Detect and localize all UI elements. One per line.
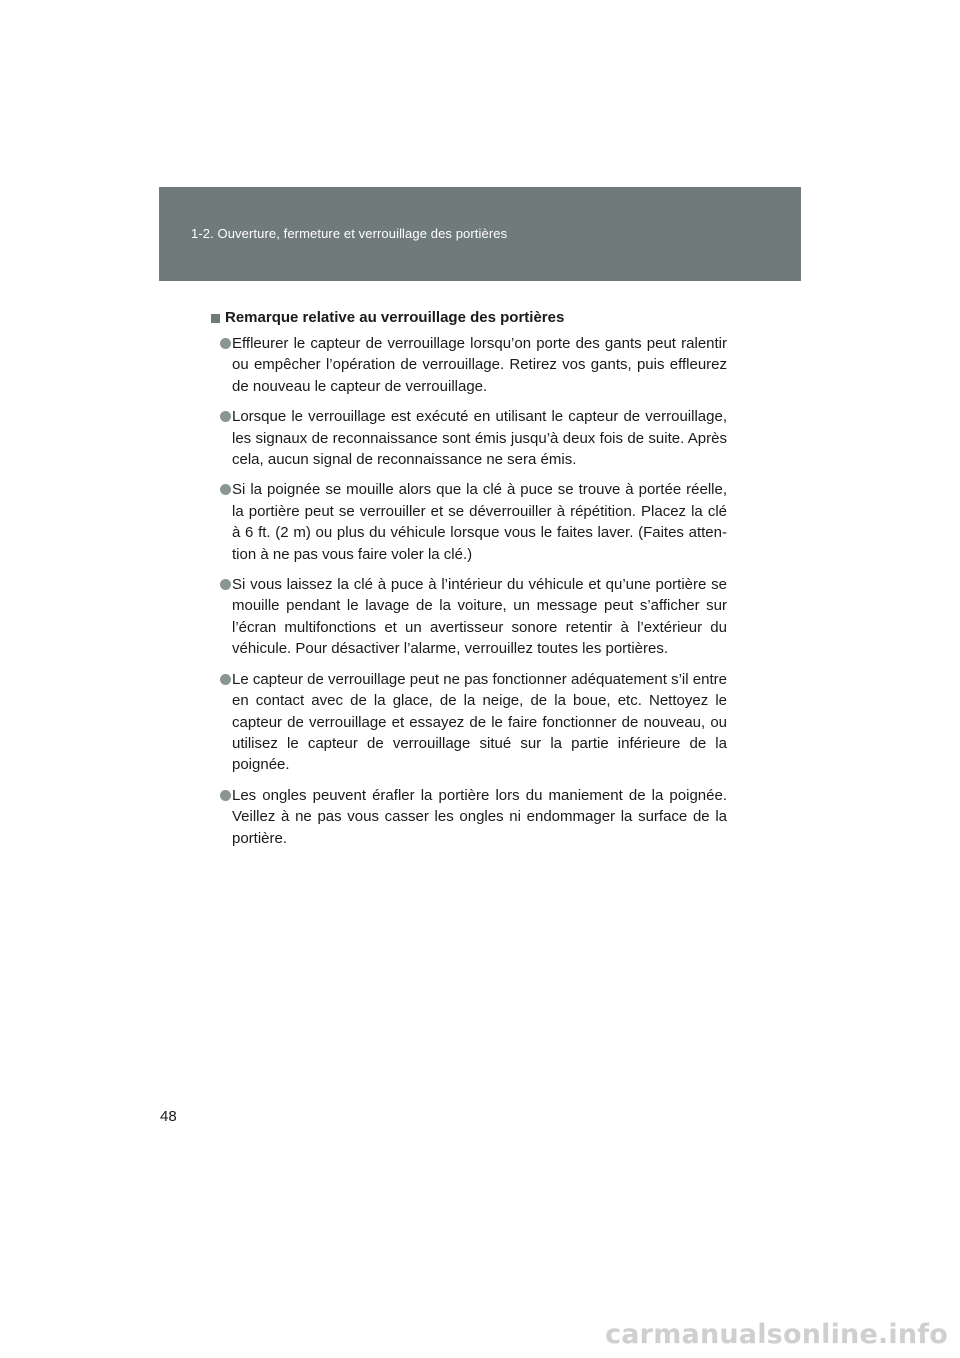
bullet-item [211,333,727,397]
bullet-item [211,574,727,660]
square-bullet-icon [211,314,220,323]
bullet-text: Les ongles peuvent érafler la portière lors du maniement de la poignée. Veillez à ne pas vous casser les ongles ni endommager la surface de la portière. [232,786,727,847]
bullet-item [211,479,727,565]
circle-bullet-icon [220,790,231,801]
main-content [211,307,727,858]
bullet-text: Si la poignée se mouille alors que la clé à puce se trouve à portée réelle, la portière peut se verrouiller et se déverrouiller à répétition. Placez la clé à 6 ft. (2 m) ou plus du véhicule lorsque vous le faites laver. (Faites atten-tion à ne pas vous faire voler la clé.) [232,481,727,563]
section-heading [211,307,727,329]
circle-bullet-icon [220,338,231,349]
circle-bullet-icon [220,579,231,590]
bullet-item [211,406,727,470]
watermark: carmanualsonline.info [605,1319,948,1350]
chapter-section-title: 1-2. Ouverture, fermeture et verrouillage des portières [191,226,508,241]
circle-bullet-icon [220,484,231,495]
page-number: 48 [160,1108,177,1125]
bullet-text: Effleurer le capteur de verrouillage lorsqu’on porte des gants peut ralentir ou empêcher l’opération de verrouillage. Retirez vos gants, puis effleurez de nouveau le capteur de verrouillage. [232,335,727,395]
circle-bullet-icon [220,674,231,685]
section-heading-text: Remarque relative au verrouillage des portières [225,309,565,326]
circle-bullet-icon [220,411,231,422]
bullet-text: Lorsque le verrouillage est exécuté en utilisant le capteur de verrouillage, les signaux de reconnaissance sont émis jusqu’à deux fois de suite. Après cela, aucun signal de reconnaissance ne sera émis. [232,408,727,469]
chapter-header-band [159,187,801,281]
bullet-item [211,785,727,849]
bullet-text: Si vous laissez la clé à puce à l’intérieur du véhicule et qu’une portière se mouille pendant le lavage de la voiture, un message peut s’afficher sur l’écran multifonctions et un avertisseur sonore retentir à l’extérieur du véhicule. Pour désactiver l’alarme, verrouillez toutes les portières. [232,576,727,658]
bullet-item [211,669,727,776]
bullet-text: Le capteur de verrouillage peut ne pas fonctionner adéquatement s’il entre en contact avec de la glace, de la neige, de la boue, etc. Nettoyez le capteur de verrouillage et essayez de le faire fonctionner de nouveau, ou utilisez le capteur de verrouillage situé sur la partie inférieure de la poignée. [232,670,727,774]
